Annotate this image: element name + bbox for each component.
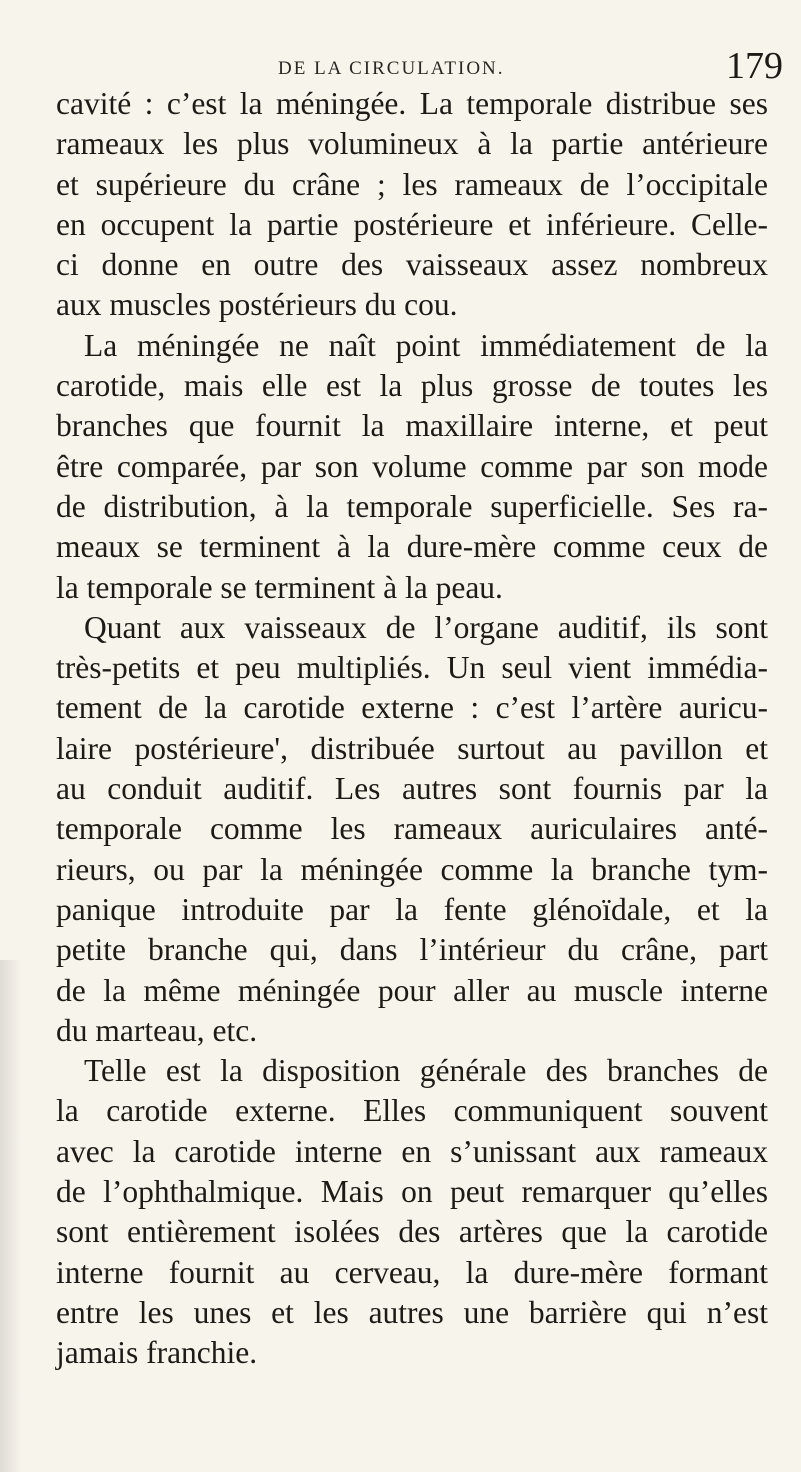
text-line: interne fournit au cerveau, la dure-mère formant	[56, 1254, 768, 1290]
text-line: branches que fournit la maxillaire interne, et peut	[56, 408, 768, 444]
text-line: du marteau, etc.	[56, 1012, 258, 1048]
text-line: laire postérieure', distribuée surtout au pavillon et	[56, 730, 768, 766]
text-line: sont entièrement isolées des artères que la carotide	[56, 1214, 768, 1250]
text-line: panique introduite par la fente glénoïdale, et la	[56, 891, 768, 927]
text-line: carotide, mais elle est la plus grosse de toutes les	[56, 368, 768, 404]
body-text	[56, 84, 768, 1374]
text-line: de l’ophthalmique. Mais on peut remarquer qu’elles	[56, 1174, 768, 1210]
text-line: avec la carotide interne en s’unissant aux rameaux	[56, 1133, 768, 1169]
text-line: la carotide externe. Elles communiquent souvent	[56, 1093, 768, 1129]
text-line: La méningée ne naît point immédiatement de la	[84, 327, 768, 363]
text-line: meaux se terminent à la dure-mère comme ceux de	[56, 529, 768, 565]
text-line: être comparée, par son volume comme par son mode	[56, 448, 768, 484]
text-line: cavité : c’est la méningée. La temporale distribue ses	[56, 86, 768, 121]
page-number: 179	[726, 45, 783, 87]
text-line: Telle est la disposition générale des branches de	[84, 1053, 768, 1089]
text-line: aux muscles postérieurs du cou.	[56, 287, 458, 323]
text-line: ci donne en outre des vaisseaux assez nombreux	[56, 247, 768, 283]
text-line: en occupent la partie postérieure et inférieure. Celle-	[56, 206, 768, 242]
text-line: jamais franchie.	[56, 1335, 258, 1371]
text-line: de distribution, à la temporale superficielle. Ses ra-	[56, 488, 768, 524]
text-line: petite branche qui, dans l’intérieur du crâne, part	[56, 932, 768, 968]
page-edge-shadow	[0, 960, 22, 1472]
text-line: et supérieure du crâne ; les rameaux de l’occipitale	[56, 166, 768, 202]
text-line: la temporale se terminent à la peau.	[56, 569, 503, 605]
text-line: de la même méningée pour aller au muscle interne	[56, 972, 768, 1008]
text-line: tement de la carotide externe : c’est l’artère auricu-	[56, 690, 768, 726]
text-line: Quant aux vaisseaux de l’organe auditif, ils sont	[84, 609, 768, 645]
text-line: entre les unes et les autres une barrière qui n’est	[56, 1294, 768, 1330]
text-line: rameaux les plus volumineux à la partie antérieure	[56, 126, 768, 162]
text-line: très-petits et peu multipliés. Un seul vient immédia-	[56, 650, 768, 686]
text-line: rieurs, ou par la méningée comme la branche tym-	[56, 851, 768, 887]
text-line: temporale comme les rameaux auriculaires anté-	[56, 811, 768, 847]
text-line: au conduit auditif. Les autres sont fournis par la	[56, 771, 768, 807]
running-header: DE LA CIRCULATION.	[278, 58, 505, 79]
